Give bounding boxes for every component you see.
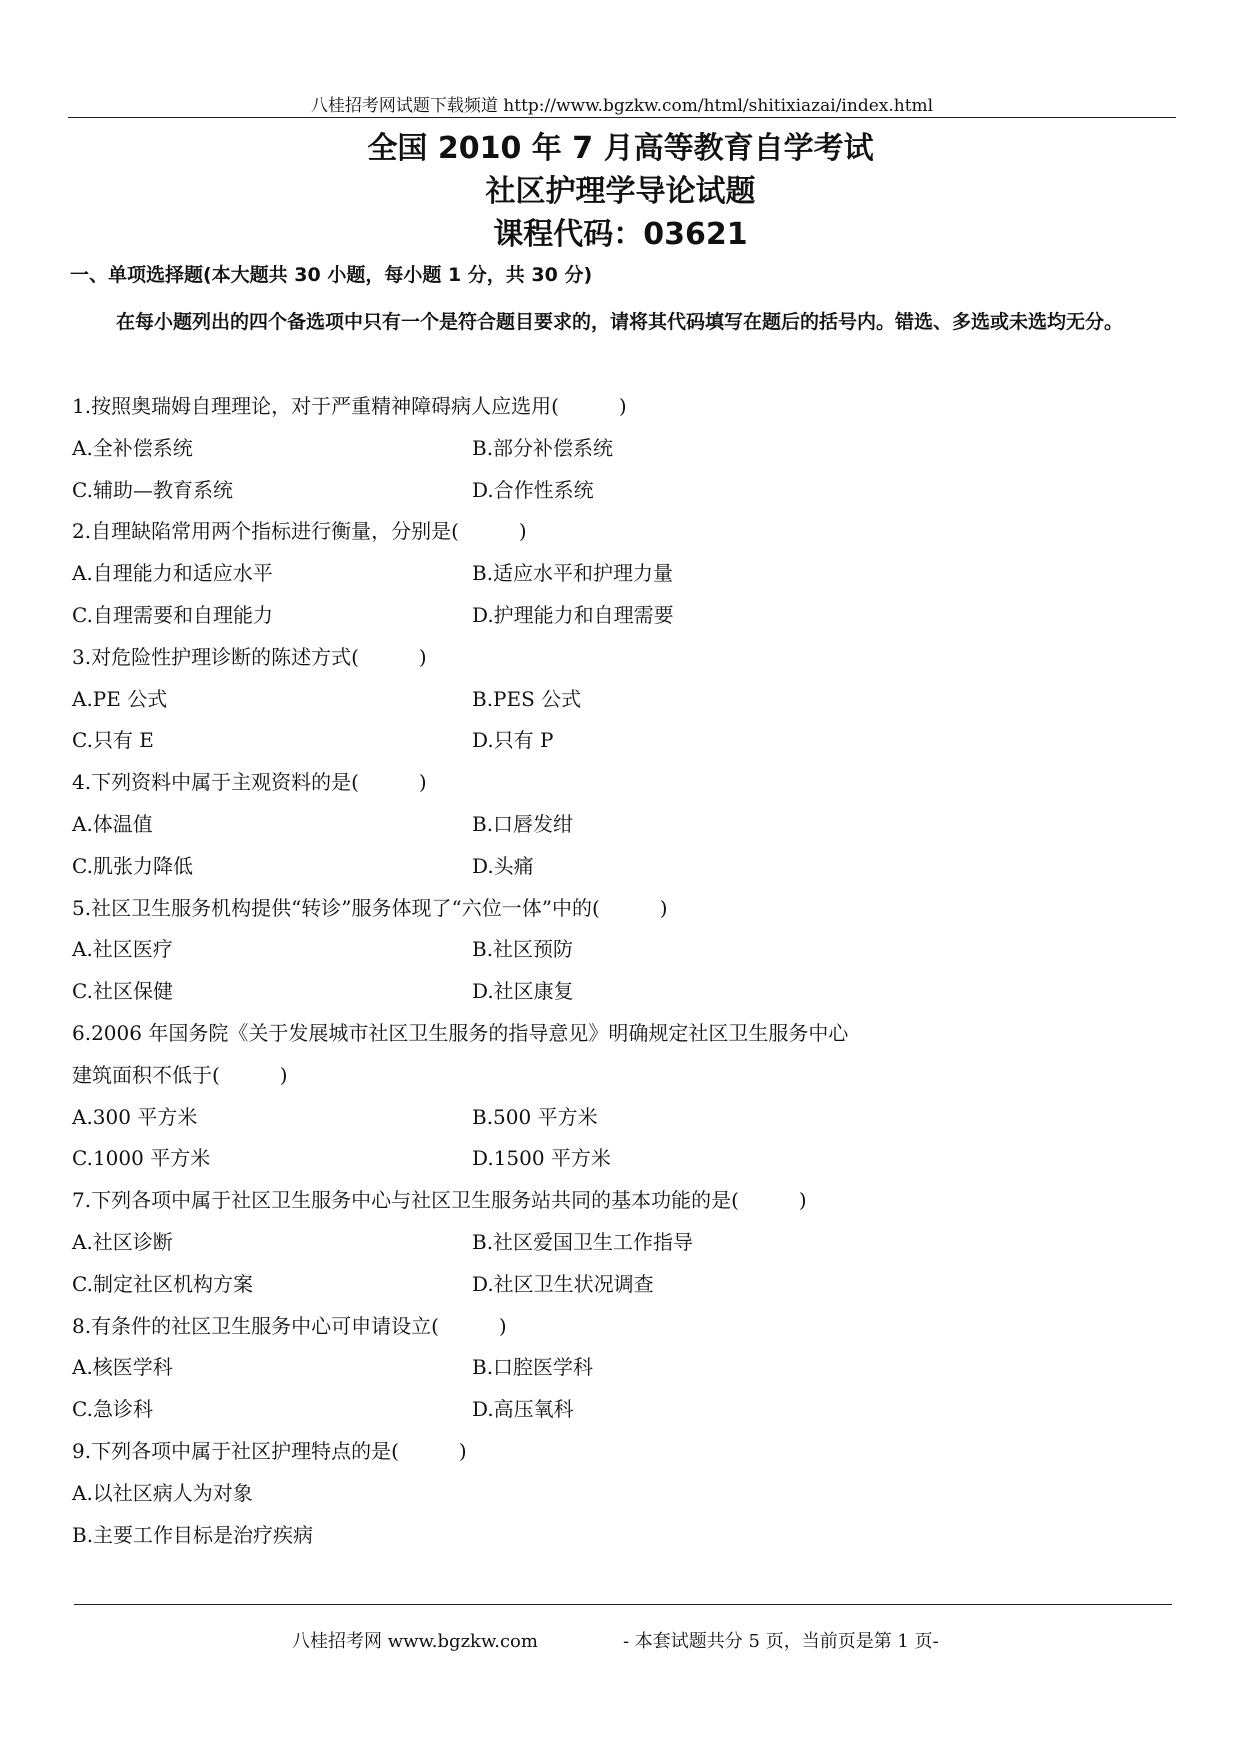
question-stem: 3.对危险性护理诊断的陈述方式( ): [72, 644, 427, 669]
section-heading: 一、单项选择题(本大题共 30 小题，每小题 1 分，共 30 分): [70, 264, 593, 286]
option-row: [72, 1222, 1172, 1264]
answer-option: C.只有 E: [72, 728, 154, 753]
option-row: [72, 679, 1172, 721]
answer-option: A.PE 公式: [72, 686, 168, 711]
page-header: 八桂招考网试题下载频道 http://www.bgzkw.com/html/shitixiazai/index.html: [310, 96, 934, 116]
answer-option: D.只有 P: [472, 728, 554, 753]
question-list: [72, 386, 1172, 1556]
section-instruction: 在每小题列出的四个备选项中只有一个是符合题目要求的，请将其代码填写在题后的括号内。错选、多选或未选均无分。: [116, 311, 1124, 333]
option-row: [72, 846, 1172, 888]
answer-option: D.1500 平方米: [472, 1146, 611, 1171]
question-stem: 4.下列资料中属于主观资料的是( ): [72, 770, 427, 795]
answer-option: B.社区爱国卫生工作指导: [472, 1229, 694, 1254]
answer-option: A.全补偿系统: [72, 435, 193, 460]
subject-title: 社区护理学导论试题: [485, 174, 756, 209]
option-row: [72, 1347, 1172, 1389]
question-stem: 6.2006 年国务院《关于发展城市社区卫生服务的指导意见》明确规定社区卫生服务中心: [72, 1020, 849, 1045]
option-row: [72, 470, 1172, 512]
answer-option: C.急诊科: [72, 1397, 153, 1422]
answer-option: B.部分补偿系统: [472, 435, 614, 460]
answer-option: C.制定社区机构方案: [72, 1271, 253, 1296]
question-stem: 5.社区卫生服务机构提供“转诊”服务体现了“六位一体”中的( ): [72, 895, 668, 920]
answer-option: B.口唇发绀: [472, 811, 574, 836]
answer-option: A.社区医疗: [72, 937, 173, 962]
course-code: 课程代码：03621: [493, 217, 748, 252]
answer-option: A.核医学科: [72, 1355, 173, 1380]
answer-option: B.适应水平和护理力量: [472, 561, 674, 586]
option-row: [72, 804, 1172, 846]
answer-option: B.PES 公式: [472, 686, 582, 711]
answer-option: A.社区诊断: [72, 1229, 173, 1254]
question-stem: 1.按照奥瑞姆自理理论，对于严重精神障碍病人应选用( ): [72, 394, 627, 418]
answer-option: C.肌张力降低: [72, 853, 193, 878]
footer-site: 八桂招考网 www.bgzkw.com: [292, 1631, 538, 1652]
answer-option: C.社区保健: [72, 979, 173, 1004]
option-row: [72, 1138, 1172, 1180]
option-row: [72, 720, 1172, 762]
question-stem: 2.自理缺陷常用两个指标进行衡量，分别是( ): [72, 519, 527, 544]
question-stem: 建筑面积不低于( ): [72, 1062, 288, 1087]
footer-divider: [74, 1604, 1172, 1605]
option-row: [72, 1264, 1172, 1306]
answer-option: A.自理能力和适应水平: [72, 561, 273, 586]
option-row: [72, 1389, 1172, 1431]
answer-option: B.口腔医学科: [472, 1355, 594, 1380]
option-row: [72, 595, 1172, 637]
question-stem: 9.下列各项中属于社区护理特点的是( ): [72, 1438, 467, 1463]
footer-page-info: - 本套试题共分 5 页，当前页是第 1 页-: [623, 1631, 939, 1652]
answer-option: D.合作性系统: [472, 477, 594, 502]
answer-option: C.辅助—教育系统: [72, 477, 233, 502]
option-row: [72, 1097, 1172, 1139]
option-row: [72, 553, 1172, 595]
answer-option: A.以社区病人为对象: [72, 1480, 253, 1505]
question-stem: 7.下列各项中属于社区卫生服务中心与社区卫生服务站共同的基本功能的是( ): [72, 1188, 807, 1213]
answer-option: D.头痛: [472, 853, 534, 878]
option-row: [72, 929, 1172, 971]
answer-option: C.1000 平方米: [72, 1146, 211, 1171]
answer-option: D.高压氧科: [472, 1397, 574, 1422]
answer-option: A.300 平方米: [72, 1104, 198, 1129]
exam-title: 全国 2010 年 7 月高等教育自学考试: [367, 131, 874, 166]
answer-option: C.自理需要和自理能力: [72, 602, 273, 627]
answer-option: B.500 平方米: [472, 1104, 598, 1129]
answer-option: A.体温值: [72, 811, 153, 836]
answer-option: D.社区康复: [472, 979, 574, 1004]
option-row: [72, 971, 1172, 1013]
question-stem: 8.有条件的社区卫生服务中心可申请设立( ): [72, 1313, 507, 1338]
answer-option: B.主要工作目标是治疗疾病: [72, 1522, 314, 1547]
answer-option: B.社区预防: [472, 937, 574, 962]
answer-option: D.社区卫生状况调查: [472, 1271, 654, 1296]
answer-option: D.护理能力和自理需要: [472, 602, 674, 627]
option-row: [72, 428, 1172, 470]
header-divider: [68, 117, 1176, 118]
